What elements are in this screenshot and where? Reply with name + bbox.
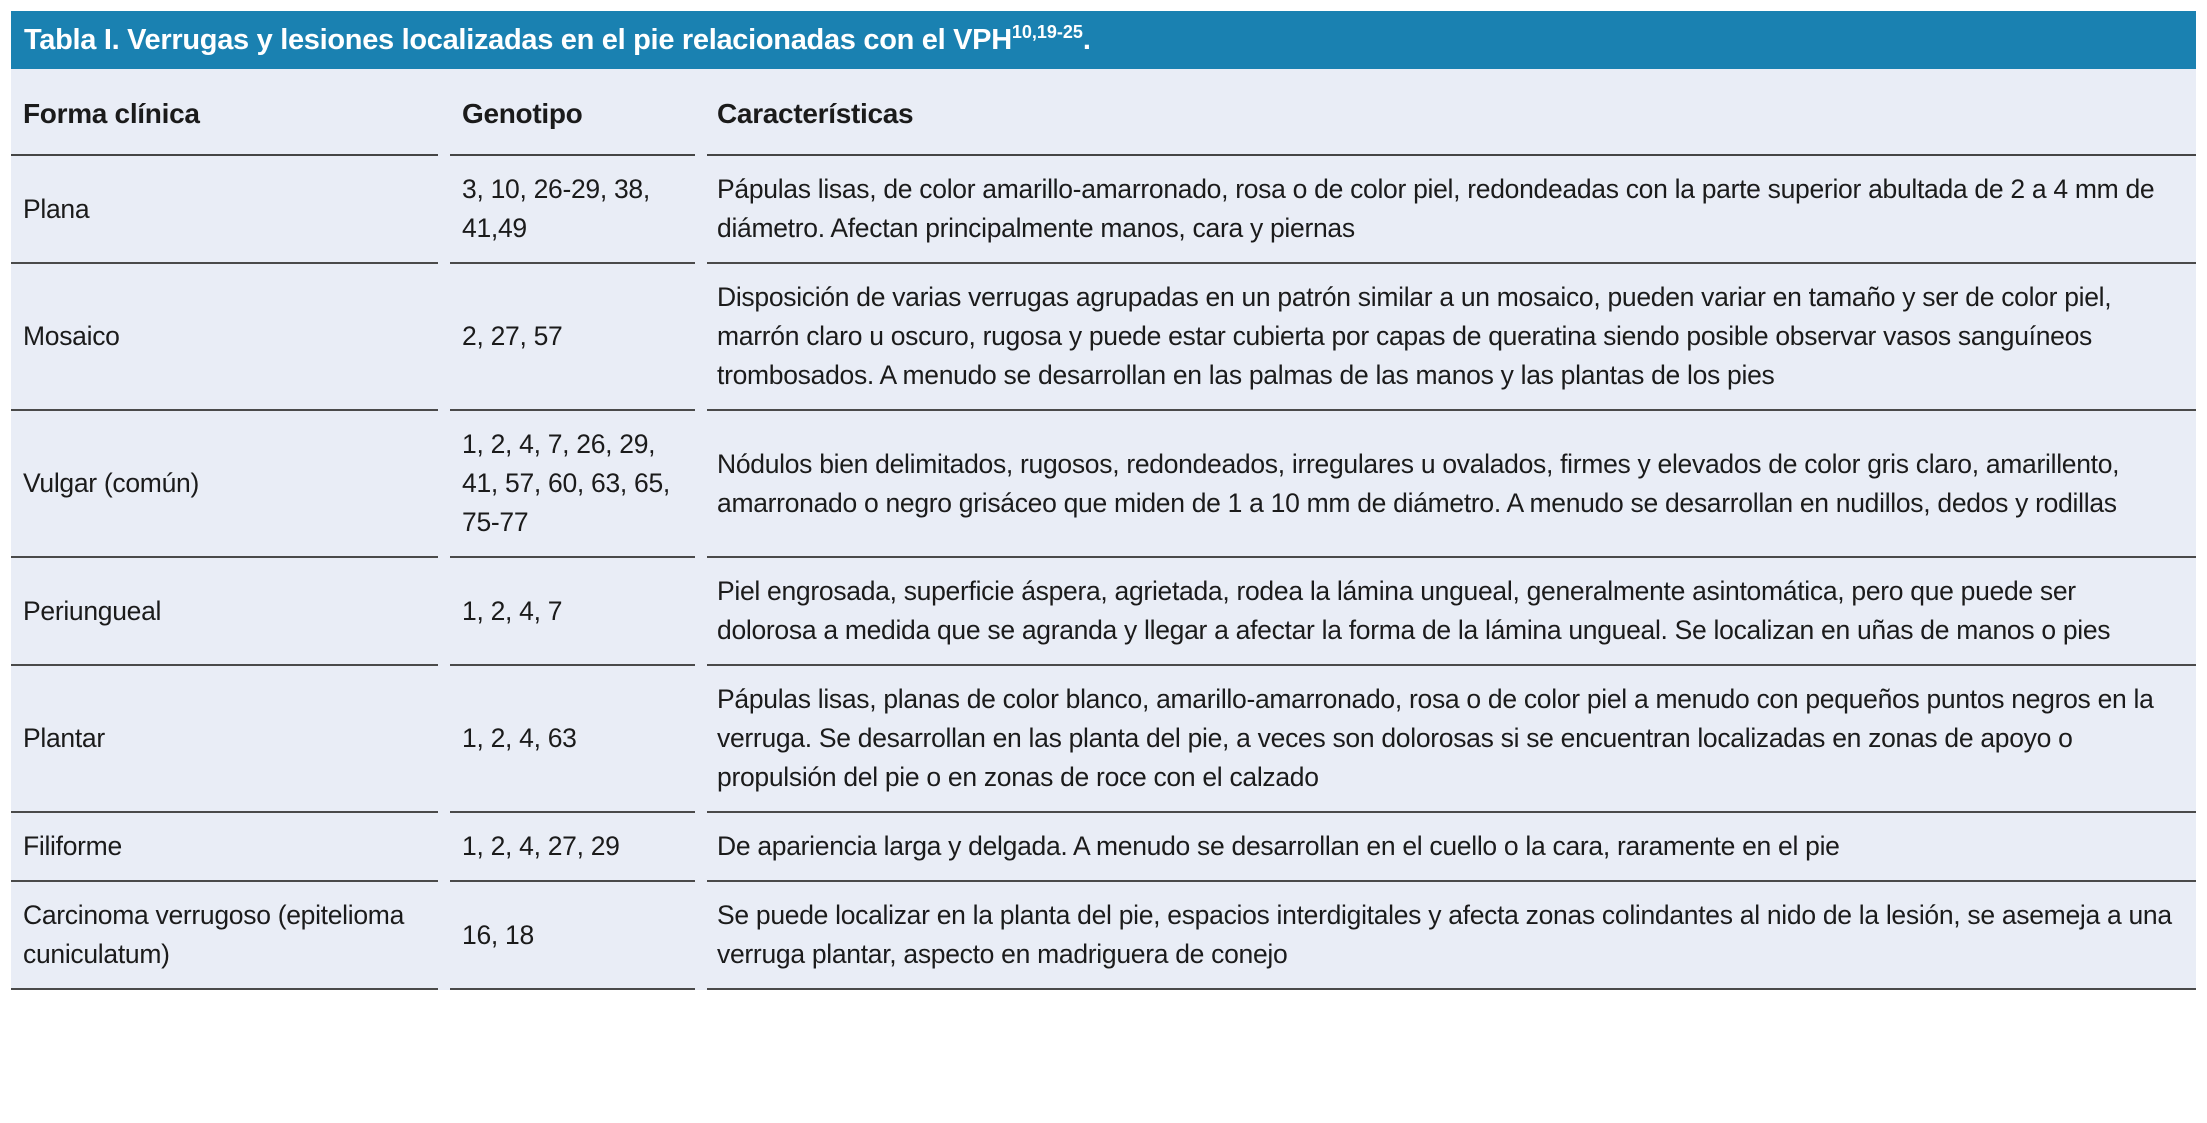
genotipo-cell: 1, 2, 4, 7, 26, 29, 41, 57, 60, 63, 65, 75-77 — [450, 411, 695, 558]
table-title — [24, 24, 1091, 56]
genotipo-cell: 16, 18 — [450, 882, 695, 990]
column-header-genotipo: Genotipo — [450, 69, 695, 156]
forma-clinica-cell: Plana — [11, 156, 438, 264]
table-row — [11, 156, 2196, 264]
table-title-reference-superscript: 10,19-25 — [1011, 22, 1083, 42]
table-row — [11, 264, 2196, 411]
table-header-row — [11, 69, 2196, 156]
forma-clinica-cell: Vulgar (común) — [11, 411, 438, 558]
table-title-text: Tabla I. Verrugas y lesiones localizadas en el pie relacionadas con el VPH — [24, 24, 1012, 56]
forma-clinica-cell: Carcinoma verrugoso (epitelioma cuniculatum) — [11, 882, 438, 990]
genotipo-cell: 1, 2, 4, 27, 29 — [450, 813, 695, 882]
genotipo-cell: 1, 2, 4, 63 — [450, 666, 695, 813]
table-body — [11, 156, 2196, 990]
caracteristicas-cell: Piel engrosada, superficie áspera, agrietada, rodea la lámina ungueal, generalmente asintomática, pero que puede ser dolorosa a medida que se agranda y llegar a afectar la forma de la lámina ungueal. Se localizan en uñas de manos o pies — [707, 558, 2196, 666]
caracteristicas-cell: Disposición de varias verrugas agrupadas en un patrón similar a un mosaico, pueden variar en tamaño y ser de color piel, marrón claro u oscuro, rugosa y puede estar cubierta por capas de queratina siendo posible observar vasos sanguíneos trombosados. A menudo se desarrollan en las palmas de las manos y las plantas de los pies — [707, 264, 2196, 411]
table-content — [11, 69, 2196, 990]
table-row — [11, 882, 2196, 990]
caracteristicas-cell: Pápulas lisas, de color amarillo-amarronado, rosa o de color piel, redondeadas con la parte superior abultada de 2 a 4 mm de diámetro. Afectan principalmente manos, cara y piernas — [707, 156, 2196, 264]
table-title-bar — [11, 11, 2196, 69]
table-row — [11, 558, 2196, 666]
clinical-table — [11, 11, 2196, 990]
column-header-caracteristicas: Características — [707, 69, 2196, 156]
forma-clinica-cell: Plantar — [11, 666, 438, 813]
table-row — [11, 666, 2196, 813]
caracteristicas-cell: Se puede localizar en la planta del pie, espacios interdigitales y afecta zonas colindantes al nido de la lesión, se asemeja a una verruga plantar, aspecto en madriguera de conejo — [707, 882, 2196, 990]
genotipo-cell: 3, 10, 26-29, 38, 41,49 — [450, 156, 695, 264]
forma-clinica-cell: Periungueal — [11, 558, 438, 666]
table-row — [11, 411, 2196, 558]
caracteristicas-cell: Nódulos bien delimitados, rugosos, redondeados, irregulares u ovalados, firmes y elevados de color gris claro, amarillento, amarronado o negro grisáceo que miden de 1 a 10 mm de diámetro. A menudo se desarrollan en nudillos, dedos y rodillas — [707, 411, 2196, 558]
column-header-forma-clinica: Forma clínica — [11, 69, 438, 156]
forma-clinica-cell: Filiforme — [11, 813, 438, 882]
genotipo-cell: 2, 27, 57 — [450, 264, 695, 411]
caracteristicas-cell: Pápulas lisas, planas de color blanco, amarillo-amarronado, rosa o de color piel a menudo con pequeños puntos negros en la verruga. Se desarrollan en las planta del pie, a veces son dolorosas si se encuentran localizadas en zonas de apoyo o propulsión del pie o en zonas de roce con el calzado — [707, 666, 2196, 813]
table-title-period: . — [1082, 24, 1091, 56]
forma-clinica-cell: Mosaico — [11, 264, 438, 411]
caracteristicas-cell: De apariencia larga y delgada. A menudo se desarrollan en el cuello o la cara, raramente en el pie — [707, 813, 2196, 882]
table-row — [11, 813, 2196, 882]
genotipo-cell: 1, 2, 4, 7 — [450, 558, 695, 666]
